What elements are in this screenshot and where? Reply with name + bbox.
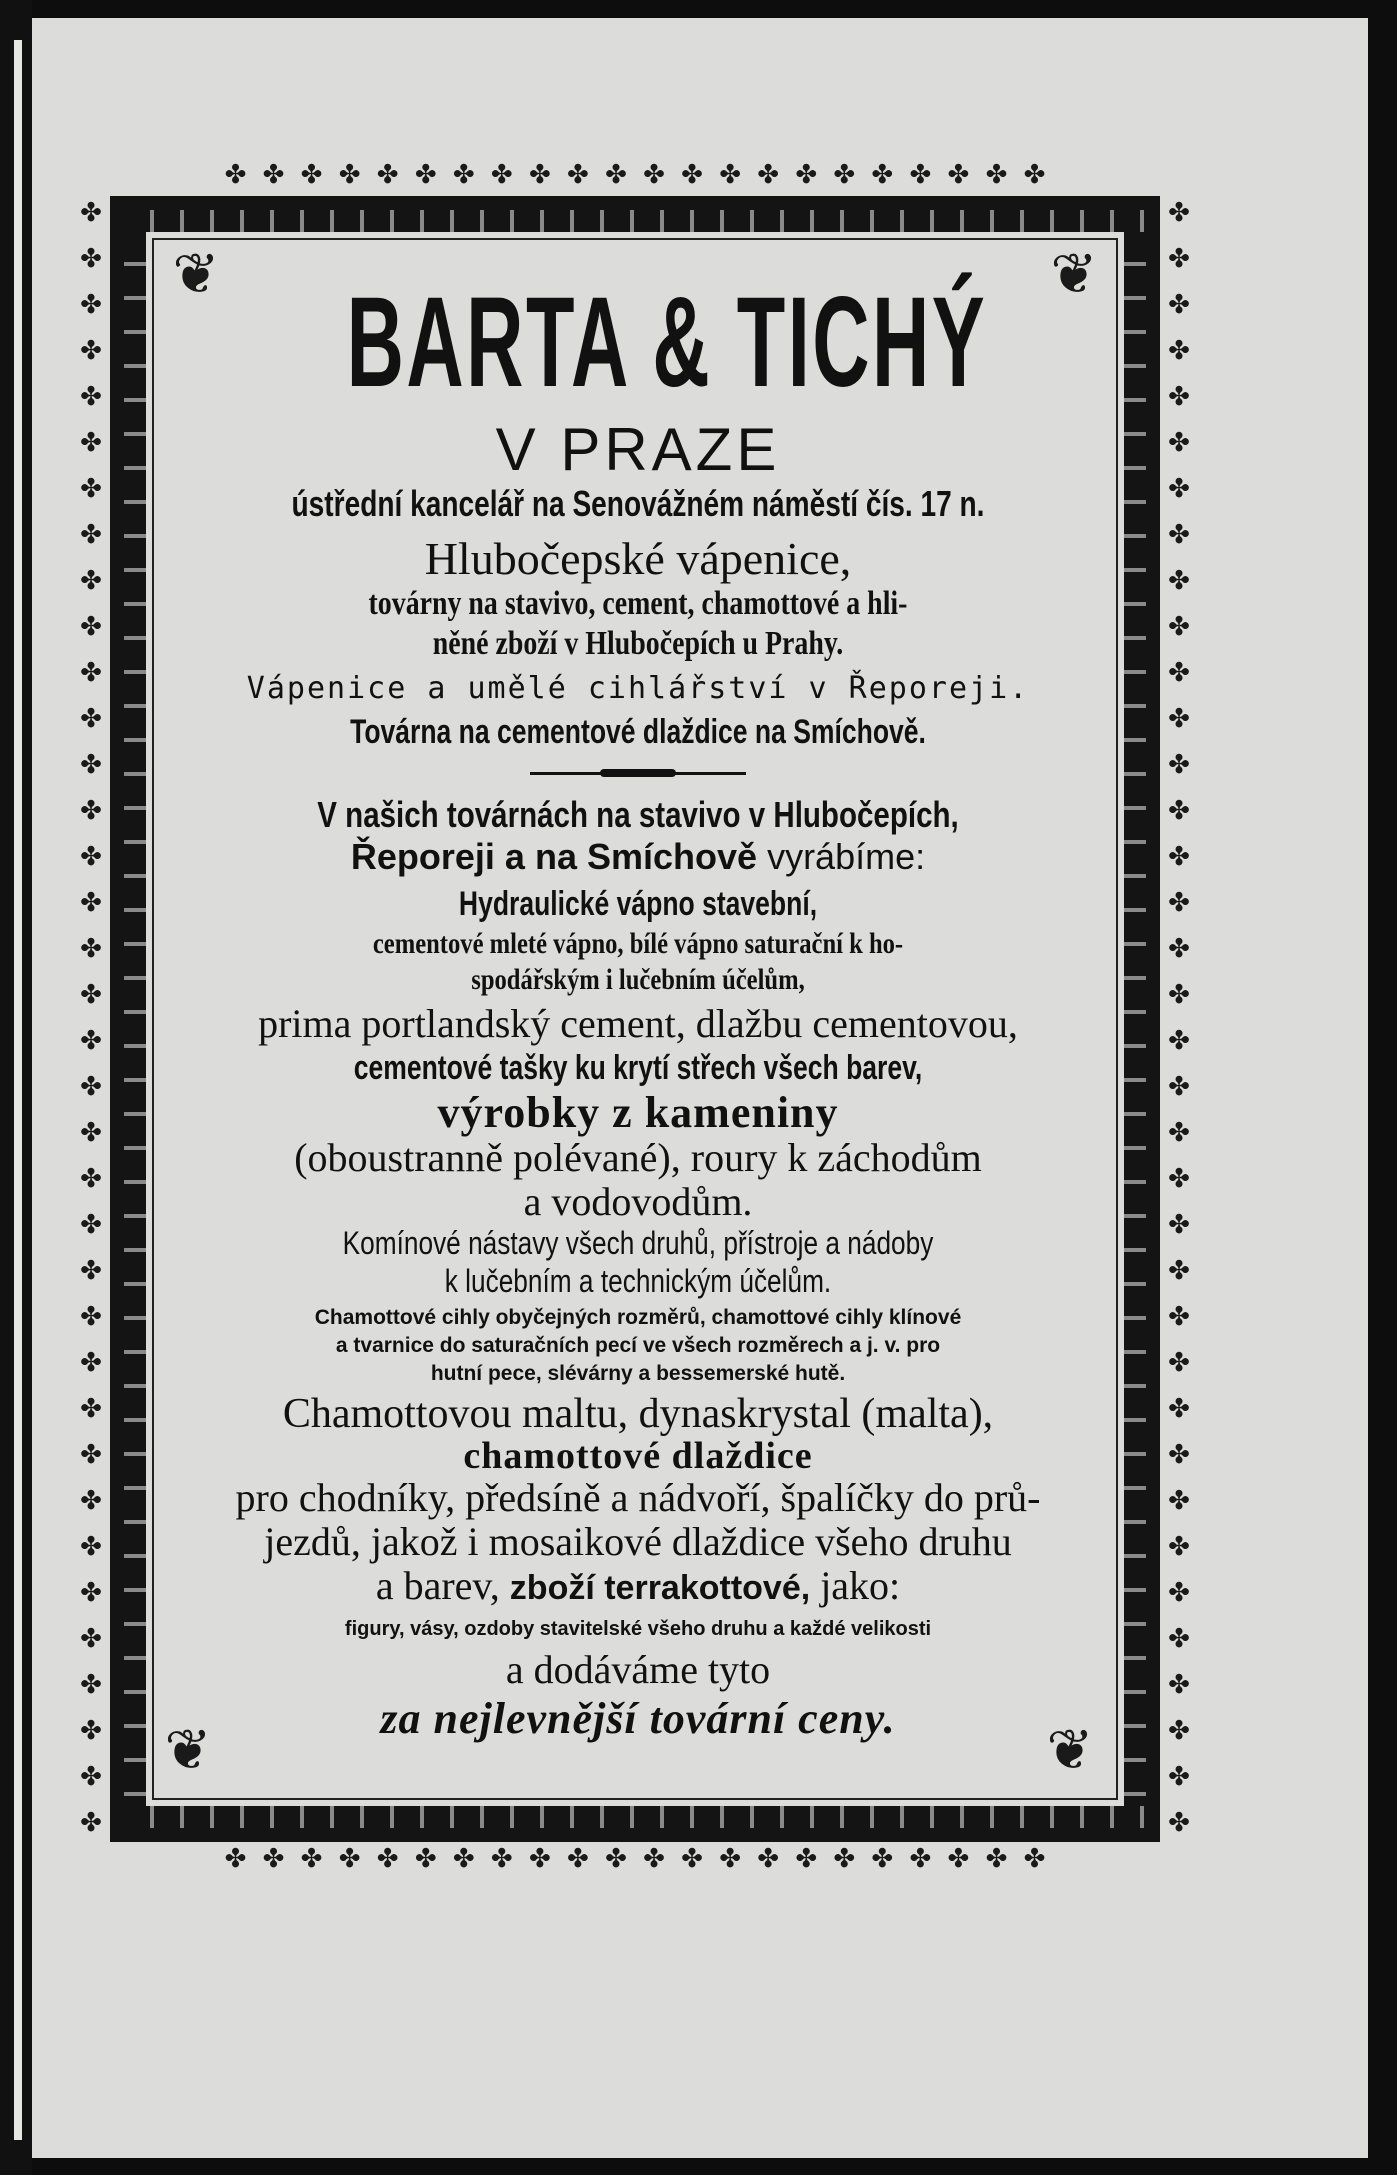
product-line: (oboustranně polévané), roury k záchodům (294, 1135, 982, 1180)
product-line: Komínové nástavy všech druhů, přístroje a nádoby (342, 1225, 934, 1261)
intro-line (168, 836, 1108, 878)
works-line: Vápenice a umělé cihlářství v Řeporeji. (246, 671, 1030, 706)
product-line: cementové tašky ku krytí střech všech barev, (353, 1049, 923, 1087)
product-part-bold: zboží terrakottové, (509, 1569, 811, 1607)
ornament-border-left: ✤✤✤✤✤✤✤✤✤✤✤✤✤✤✤✤✤✤✤✤✤✤✤✤✤✤✤✤✤✤✤✤✤✤✤✤ (80, 198, 102, 1838)
frame-band-left (124, 232, 146, 1806)
frame-band-right (1124, 232, 1146, 1806)
product-line: Chamottovou maltu, dynaskrystal (malta), (282, 1391, 994, 1437)
closing-line: a dodáváme tyto (505, 1647, 771, 1692)
works-line: továrny na stavivo, cement, chamottové a hli- (368, 585, 908, 622)
intro-places: Řeporeji a na Smíchově (350, 836, 758, 877)
product-line: Chamottové cihly obyčejných rozměrů, chamottové cihly klínové (314, 1306, 962, 1329)
product-line (168, 1564, 1108, 1610)
works-line: něné zboží v Hlubočepích u Prahy. (432, 625, 844, 662)
product-line: figury, vásy, ozdoby stavitelské všeho druhu a každé velikosti (344, 1618, 932, 1640)
product-line: jezdů, jakož i mosaikové dlaždice všeho druhu (264, 1519, 1012, 1564)
product-line: a vodovodům. (523, 1179, 753, 1224)
frame-band-top (124, 210, 1146, 232)
advertisement (168, 248, 1108, 1746)
product-line: spodářským i lučebním účelům, (471, 963, 805, 996)
product-line: a tvarnice do saturačních pecí ve všech rozměrech a j. v. pro (335, 1334, 941, 1357)
ornament-border-right: ✤✤✤✤✤✤✤✤✤✤✤✤✤✤✤✤✤✤✤✤✤✤✤✤✤✤✤✤✤✤✤✤✤✤✤✤ (1168, 198, 1190, 1838)
product-line: výrobky z kameniny (437, 1088, 839, 1137)
closing-slogan: za nejlevnější tovární ceny. (380, 1694, 896, 1743)
product-line: cementové mleté vápno, bílé vápno saturační k ho- (372, 927, 904, 960)
frame-band-bottom (124, 1806, 1146, 1828)
product-line: hutní pece, slévárny a bessemerské hutě. (430, 1362, 846, 1385)
intro-line: V našich továrnách na stavivo v Hlubočepích, (317, 794, 959, 835)
corner-flourish-icon: ❦ (1050, 242, 1098, 307)
corner-flourish-icon: ❦ (1046, 1718, 1094, 1783)
product-line: pro chodníky, předsíně a nádvoří, špalíčky do prů- (235, 1475, 1041, 1520)
corner-flourish-icon: ❦ (172, 242, 220, 307)
intro-verb: vyrábíme: (767, 836, 926, 877)
product-part: a barev, (375, 1563, 500, 1608)
product-part: jako: (820, 1563, 901, 1608)
office-address: ústřední kancelář na Senovážném náměstí čís. 17 n. (291, 483, 985, 524)
ornament-border-bottom: ✤ ✤ ✤ ✤ ✤ ✤ ✤ ✤ ✤ ✤ ✤ ✤ ✤ ✤ ✤ ✤ ✤ ✤ ✤ ✤ ✤ ✤ (224, 1846, 1050, 1872)
works-heading: Hlubočepské vápenice, (424, 533, 852, 584)
ornament-border-top: ✤ ✤ ✤ ✤ ✤ ✤ ✤ ✤ ✤ ✤ ✤ ✤ ✤ ✤ ✤ ✤ ✤ ✤ ✤ ✤ ✤ ✤ (224, 162, 1050, 188)
adjacent-page-edge (14, 40, 22, 2140)
corner-flourish-icon: ❦ (164, 1718, 212, 1783)
section-divider (530, 768, 746, 778)
product-line: Hydraulické vápno stavební, (458, 885, 818, 923)
product-line: chamottové dlaždice (463, 1435, 813, 1477)
company-name: BARTA & TICHÝ (346, 271, 988, 414)
works-line: Továrna na cementové dlaždice na Smíchově. (350, 713, 926, 751)
product-line: k lučebním a technickým účelům. (444, 1263, 832, 1299)
product-line: prima portlandský cement, dlažbu cementovou, (258, 1001, 1018, 1046)
company-city: V PRAZE (495, 416, 781, 483)
